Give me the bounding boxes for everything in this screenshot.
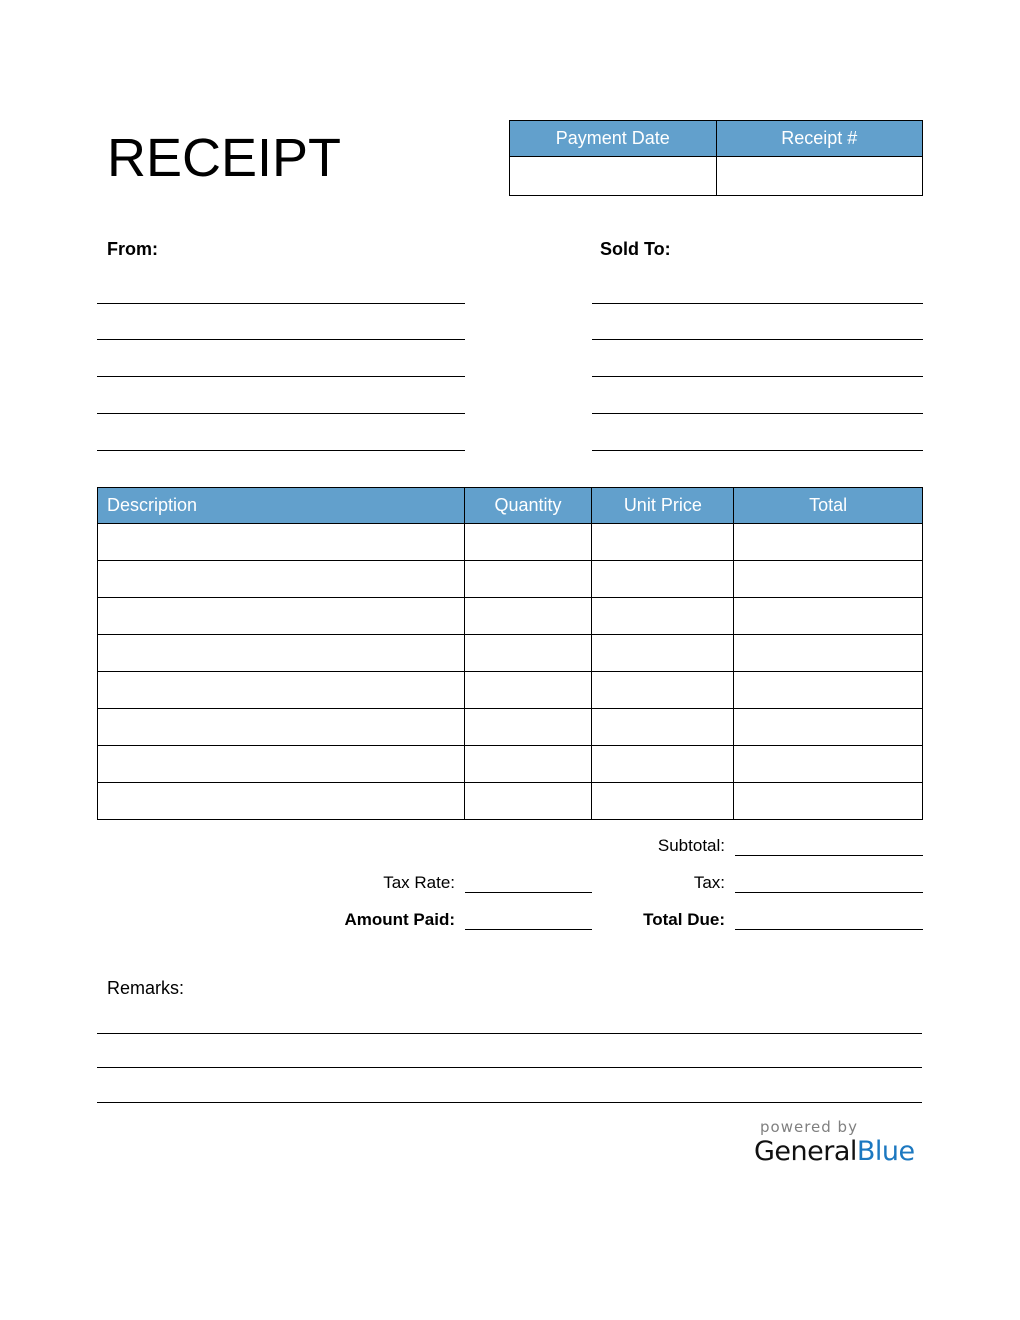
total-cell[interactable] [734, 561, 923, 598]
sold-to-line-1[interactable] [592, 303, 923, 304]
remarks-line-3[interactable] [97, 1102, 922, 1103]
subtotal-field[interactable] [735, 855, 923, 856]
quantity-cell[interactable] [464, 635, 592, 672]
table-row [98, 598, 923, 635]
receipt-number-field[interactable] [716, 157, 923, 196]
quantity-cell[interactable] [464, 561, 592, 598]
from-line-3[interactable] [97, 376, 465, 377]
unit-price-cell[interactable] [592, 783, 734, 820]
total-cell[interactable] [734, 598, 923, 635]
receipt-meta-table [509, 120, 923, 196]
unit-price-cell[interactable] [592, 524, 734, 561]
from-label: From: [107, 239, 158, 259]
from-line-4[interactable] [97, 413, 465, 414]
table-row [98, 524, 923, 561]
remarks-line-2[interactable] [97, 1067, 922, 1068]
payment-date-header: Payment Date [510, 121, 717, 157]
quantity-cell[interactable] [464, 672, 592, 709]
payment-date-field[interactable] [510, 157, 717, 196]
total-cell[interactable] [734, 709, 923, 746]
unit-price-cell[interactable] [592, 598, 734, 635]
description-cell[interactable] [98, 524, 465, 561]
powered-by-text: powered by [760, 1118, 858, 1136]
unit-price-cell[interactable] [592, 561, 734, 598]
table-row [98, 746, 923, 783]
total-due-label: Total Due: [643, 910, 725, 929]
table-row [98, 561, 923, 598]
quantity-header: Quantity [464, 488, 592, 524]
brand-blue: Blue [856, 1136, 915, 1167]
description-cell[interactable] [98, 598, 465, 635]
total-cell[interactable] [734, 672, 923, 709]
from-line-1[interactable] [97, 303, 465, 304]
unit-price-cell[interactable] [592, 746, 734, 783]
sold-to-line-5[interactable] [592, 450, 923, 451]
total-cell[interactable] [734, 635, 923, 672]
total-due-field[interactable] [735, 929, 923, 930]
description-header: Description [98, 488, 465, 524]
remarks-line-1[interactable] [97, 1033, 922, 1034]
quantity-cell[interactable] [464, 598, 592, 635]
description-cell[interactable] [98, 709, 465, 746]
receipt-number-header: Receipt # [716, 121, 923, 157]
tax-rate-field[interactable] [465, 892, 592, 893]
quantity-cell[interactable] [464, 783, 592, 820]
table-row [98, 635, 923, 672]
items-header-row [98, 488, 923, 524]
unit-price-cell[interactable] [592, 635, 734, 672]
subtotal-label: Subtotal: [657, 836, 725, 855]
sold-to-line-3[interactable] [592, 376, 923, 377]
total-header: Total [734, 488, 923, 524]
tax-label: Tax: [693, 873, 725, 892]
description-cell[interactable] [98, 561, 465, 598]
remarks-label: Remarks: [107, 978, 185, 998]
brand-general: General [754, 1136, 857, 1167]
description-cell[interactable] [98, 672, 465, 709]
table-row [98, 783, 923, 820]
table-row [98, 672, 923, 709]
unit-price-header: Unit Price [592, 488, 734, 524]
quantity-cell[interactable] [464, 524, 592, 561]
total-cell[interactable] [734, 524, 923, 561]
tax-field[interactable] [735, 892, 923, 893]
amount-paid-label: Amount Paid: [344, 910, 455, 929]
quantity-cell[interactable] [464, 709, 592, 746]
description-cell[interactable] [98, 635, 465, 672]
quantity-cell[interactable] [464, 746, 592, 783]
sold-to-line-2[interactable] [592, 339, 923, 340]
total-cell[interactable] [734, 783, 923, 820]
unit-price-cell[interactable] [592, 709, 734, 746]
unit-price-cell[interactable] [592, 672, 734, 709]
items-table [97, 487, 923, 820]
sold-to-line-4[interactable] [592, 413, 923, 414]
generalblue-logo [754, 1136, 915, 1167]
amount-paid-field[interactable] [465, 929, 592, 930]
page-title: RECEIPT [107, 128, 342, 188]
description-cell[interactable] [98, 783, 465, 820]
sold-to-label: Sold To: [600, 239, 671, 259]
from-line-5[interactable] [97, 450, 465, 451]
total-cell[interactable] [734, 746, 923, 783]
from-line-2[interactable] [97, 339, 465, 340]
description-cell[interactable] [98, 746, 465, 783]
tax-rate-label: Tax Rate: [383, 873, 455, 892]
table-row [98, 709, 923, 746]
